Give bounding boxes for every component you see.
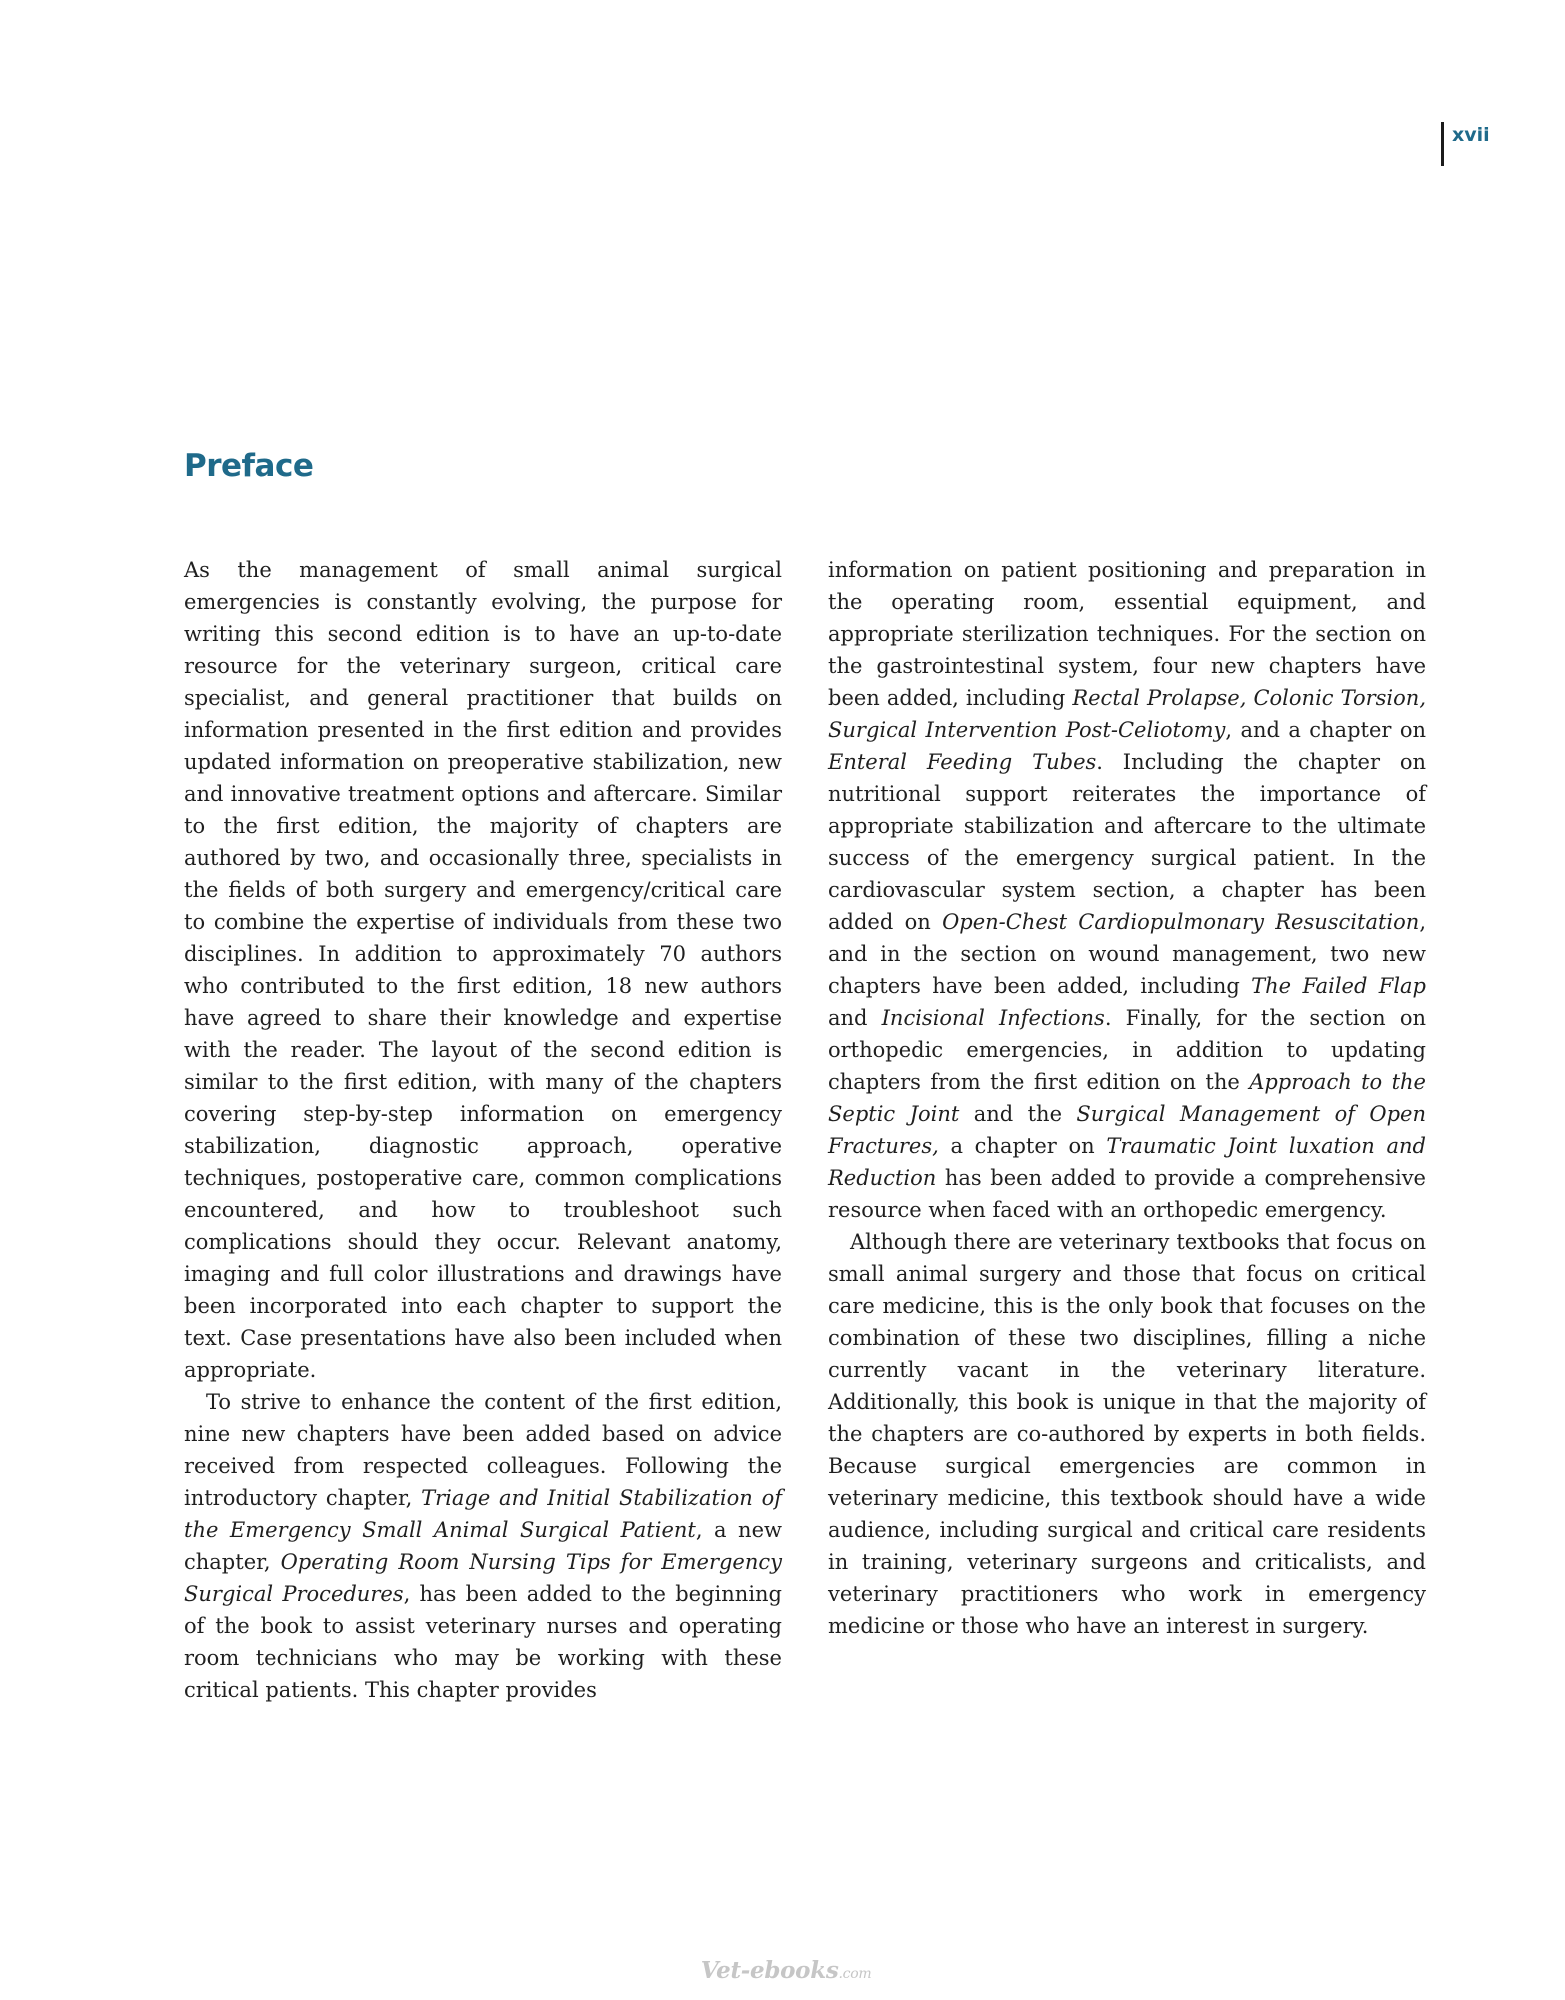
text-run: information on patient positioning and preparation in the operating room, essential equipment, and appropriate sterilization techniques. For the section on the gastrointestinal system, four new chapters have been added, including: [828, 558, 1426, 710]
page-number-marker: [1441, 122, 1490, 166]
text-run: , and a chapter on: [1225, 718, 1426, 742]
italic-text-run: Rectal Prolapse, Colonic Torsion, Surgical Intervention Post-Celiotomy: [828, 686, 1426, 742]
paragraph: [184, 1386, 782, 1706]
text-run: has been added to provide a comprehensive resource when faced with an orthopedic emergency.: [828, 1166, 1426, 1222]
watermark-text: [701, 1957, 872, 1984]
page-number: xvii: [1452, 124, 1490, 146]
text-run: and: [828, 1006, 882, 1030]
italic-text-run: Operating Room Nursing Tips for Emergency Surgical Procedures: [184, 1550, 783, 1606]
watermark-logo: [696, 1952, 876, 1988]
italic-text-run: Traumatic Joint luxation and Reduction: [828, 1134, 1427, 1190]
text-run: To strive to enhance the content of the first edition, nine new chapters have been added based on advice received from respected colleagues. Following the introductory chapter,: [184, 1390, 782, 1510]
left-column: [184, 554, 782, 1706]
italic-text-run: The Failed Flap: [1251, 974, 1427, 998]
italic-text-run: Triage and Initial Stabilization of the Emergency Small Animal Surgical Patient: [184, 1486, 782, 1542]
page-title: Preface: [184, 448, 314, 484]
watermark-main: Vet-ebooks: [700, 1956, 839, 1984]
text-run: , has been added to the beginning of the book to assist veterinary nurses and operating room technicians who may be working with these critical patients. This chapter provides: [184, 1582, 783, 1702]
text-run: , and in the section on wound management, two new chapters have been added, including: [828, 910, 1426, 998]
text-run: Although there are veterinary textbooks that focus on small animal surgery and those that focus on critical care medicine, this is the only book that focuses on the combination of these two disciplines, filling a niche currently vacant in the veterinary literature. Additionally, this book is unique in that the majority of the chapters are co-authored by experts in both fields. Because surgical emergencies are common in veterinary medicine, this textbook should have a wide audience, including surgical and critical care residents in training, veterinary surgeons and criticalists, and veterinary practitioners who work in emergency medicine or those who have an interest in surgery.: [828, 1230, 1426, 1638]
text-run: As the management of small animal surgical emergencies is constantly evolving, the purpose for writing this second edition is to have an up-to-date resource for the veterinary surgeon, critical care specialist, and general practitioner that builds on information presented in the first edition and provides updated information on preoperative stabilization, new and innovative treatment options and aftercare. Similar to the first edition, the majority of chapters are authored by two, and occasionally three, specialists in the fields of both surgery and emergency/critical care to combine the expertise of individuals from these two disciplines. In addition to approximately 70 authors who contributed to the first edition, 18 new authors have agreed to share their knowledge and expertise with the reader. The layout of the second edition is similar to the first edition, with many of the chapters covering step-by-step information on emergency stabilization, diagnostic approach, operative techniques, postoperative care, common complications encountered, and how to troubleshoot such complications should they occur. Relevant anatomy, imaging and full color illustrations and drawings have been incorporated into each chapter to support the text. Case presentations have also been included when appropriate.: [184, 558, 782, 1382]
paragraph: [184, 554, 782, 1386]
text-run: . Including the chapter on nutritional support reiterates the importance of appropriate stabilization and aftercare to the ultimate success of the emergency surgical patient. In the cardiovascular system section, a chapter has been added on: [828, 750, 1426, 934]
italic-text-run: Open-Chest Cardiopulmonary Resuscitation: [942, 910, 1420, 934]
watermark-suffix: .com: [838, 1965, 872, 1982]
paragraph: [828, 554, 1426, 1226]
italic-text-run: Approach to the Septic Joint: [828, 1070, 1426, 1126]
text-run: . Finally, for the section on orthopedic emergencies, in addition to updating chapters from the first edition on the: [828, 1006, 1426, 1094]
paragraph: [828, 1226, 1426, 1642]
italic-text-run: Enteral Feeding Tubes: [828, 750, 1097, 774]
italic-text-run: Incisional Infections: [881, 1006, 1105, 1030]
text-run: and the: [959, 1102, 1077, 1126]
right-column: [828, 554, 1426, 1642]
text-run: , a new chapter,: [184, 1518, 782, 1574]
text-run: a chapter on: [938, 1134, 1107, 1158]
italic-text-run: Surgical Management of Open Fractures,: [828, 1102, 1427, 1158]
